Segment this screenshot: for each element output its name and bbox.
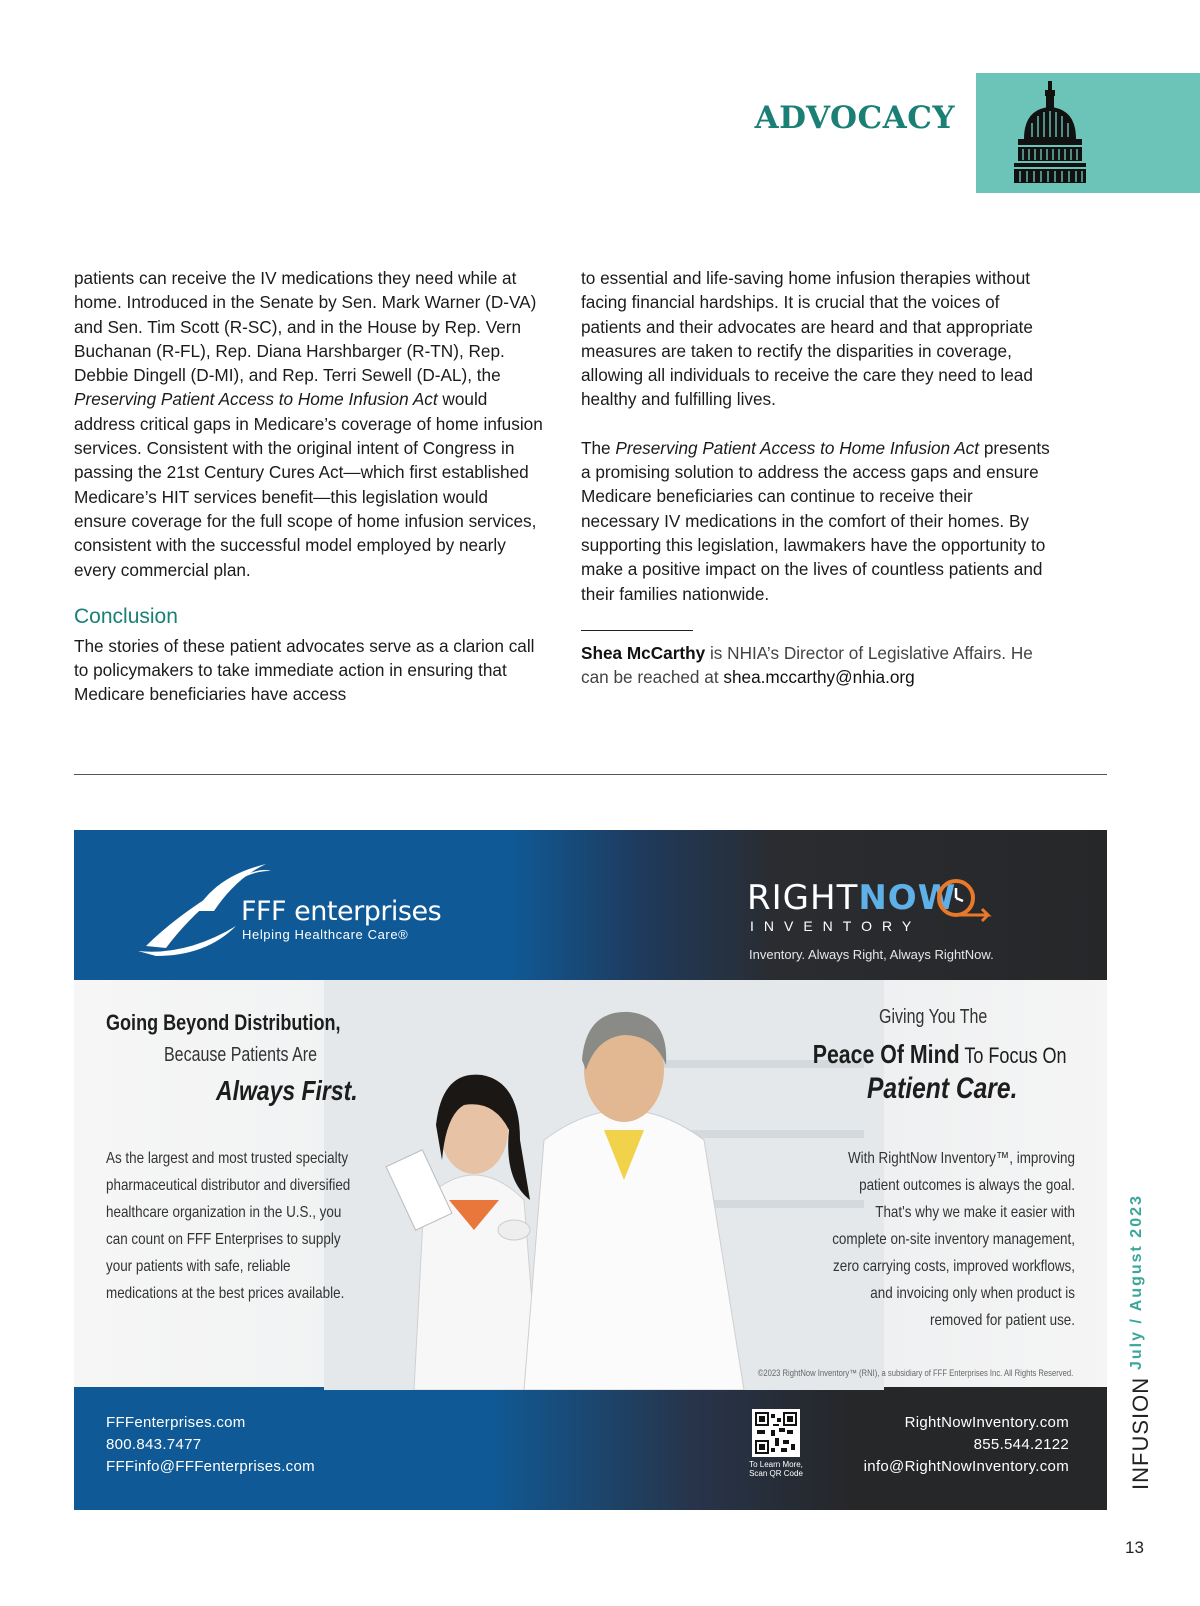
issue-date: July / August 2023: [1128, 1194, 1145, 1370]
rightnow-logo-right: RIGHT: [747, 878, 859, 918]
rightnow-website-link[interactable]: RightNowInventory.com: [904, 1414, 1069, 1431]
rightnow-contact-block: [864, 1412, 1069, 1478]
conclusion-heading: Conclusion: [74, 604, 178, 628]
rightnow-headline-line2: [813, 1039, 1067, 1070]
paragraph-text: presents a promising solution to address the access gaps and ensure Medicare beneficiaries can continue to receive their necessary IV medications in the comfort of their homes. By supporting this legislation, lawmakers have the opportunity to make a positive impact on the lives of countless patients and their families nationwide.: [581, 437, 1050, 604]
fff-headline-line1: Going Beyond Distribution,: [106, 1010, 341, 1035]
rightnow-phone: 855.544.2122: [973, 1436, 1069, 1453]
fff-headline-line3: Always First.: [216, 1075, 358, 1106]
rightnow-logo-inventory: INVENTORY: [750, 918, 922, 934]
conclusion-paragraph: The stories of these patient advocates serve as a clarion call to policymakers to take immediate action in ensuring that Medicare beneficiaries have access: [74, 635, 535, 705]
rightnow-logo-now: NOW: [858, 878, 957, 918]
section-icon-box: [976, 73, 1200, 193]
paragraph-text: would address critical gaps in Medicare’s coverage of home infusion services. Consistent with the original intent of Congress in passing the 21st Century Cures Act—which first established Medicare’s HIT services benefit—this legislation would ensure coverage for the full scope of home infusion services, consistent with the successful model employed by nearly every commercial plan.: [74, 389, 543, 580]
act-title: Preserving Patient Access to Home Infusion Act: [615, 437, 980, 458]
fff-tagline: Helping Healthcare Care®: [242, 927, 409, 942]
qr-code[interactable]: [752, 1409, 800, 1457]
section-divider: [74, 774, 1107, 775]
rightnow-headline-line1: Giving You The: [878, 1006, 987, 1028]
signature-rule: [581, 630, 693, 631]
author-bio: [581, 641, 1051, 690]
rightnow-headline-rest: To Focus On: [960, 1043, 1067, 1068]
paragraph-text: patients can receive the IV medications they need while at home. Introduced in the Senate by Sen. Mark Warner (D-VA) and Sen. Tim Scott (R-SC), and in the House by Rep. Vern Buchanan (R-FL), Rep. Diana Harshbarger (R-TN), Rep. Debbie Dingell (D-MI), and Rep. Terri Sewell (D-AL), the: [74, 268, 537, 386]
qr-code-icon: [755, 1412, 797, 1454]
author-name: Shea McCarthy: [581, 642, 706, 663]
rightnow-tagline: Inventory. Always Right, Always RightNow.: [749, 947, 994, 962]
article-left-column: [74, 266, 544, 707]
article-right-column: [581, 266, 1051, 689]
magazine-name: INFUSION: [1128, 1376, 1153, 1490]
page-number: 13: [1125, 1538, 1144, 1557]
article-paragraph: [581, 436, 1051, 606]
fff-headline-line2: Because Patients Are: [164, 1044, 317, 1066]
rightnow-body-copy: With RightNow Inventory™, improving patient outcomes is always the goal. That's why we make it easier with complete on-site inventory management, zero carrying costs, improved workflows, and invoicing only when product is removed for patient use.: [832, 1150, 1075, 1329]
fff-contact-block: [106, 1412, 315, 1478]
fff-email-link[interactable]: FFFinfo@FFFenterprises.com: [106, 1458, 315, 1475]
article-paragraph: to essential and life-saving home infusion therapies without facing financial hardships. It is crucial that the voices of patients and their advocates are heard and that appropriate measures are taken to rectify the disparities in coverage, allowing all individuals to receive the care they need to lead healthy and fulfilling lives.: [581, 268, 1033, 410]
qr-caption: To Learn More, Scan QR Code: [749, 1460, 803, 1478]
article-paragraph: [74, 266, 544, 582]
fff-website-link[interactable]: FFFenterprises.com: [106, 1414, 246, 1431]
fff-phone: 800.843.7477: [106, 1436, 202, 1453]
fff-logo-wordmark: FFF enterprises: [241, 896, 442, 927]
section-title: ADVOCACY: [754, 100, 955, 136]
ad-copyright: ©2023 RightNow Inventory™ (RNI), a subsidiary of FFF Enterprises Inc. All Rights Reserved.: [757, 1368, 1073, 1378]
rightnow-headline-bold: Peace Of Mind: [813, 1039, 961, 1069]
fff-body-copy: As the largest and most trusted specialty pharmaceutical distributor and diversified healthcare organization in the U.S., you can count on FFF Enterprises to supply your patients with safe, reliable medications at the best prices available.: [106, 1150, 351, 1302]
act-title: Preserving Patient Access to Home Infusion Act: [74, 389, 438, 410]
capitol-dome-icon: [1010, 79, 1090, 189]
clock-arrow-icon: [936, 876, 996, 926]
rightnow-headline-line3: Patient Care.: [866, 1072, 1017, 1105]
rightnow-logo-wordmark: [747, 878, 956, 918]
author-bio-text: is NHIA’s Director of Legislative Affairs. He can be reached at: [581, 642, 1033, 688]
author-email-link[interactable]: shea.mccarthy@nhia.org: [723, 667, 915, 688]
rightnow-email-link[interactable]: info@RightNowInventory.com: [863, 1458, 1069, 1475]
pharmacists-photo: [324, 900, 884, 1390]
advertisement[interactable]: [74, 830, 1107, 1510]
paragraph-text: The: [581, 437, 616, 458]
